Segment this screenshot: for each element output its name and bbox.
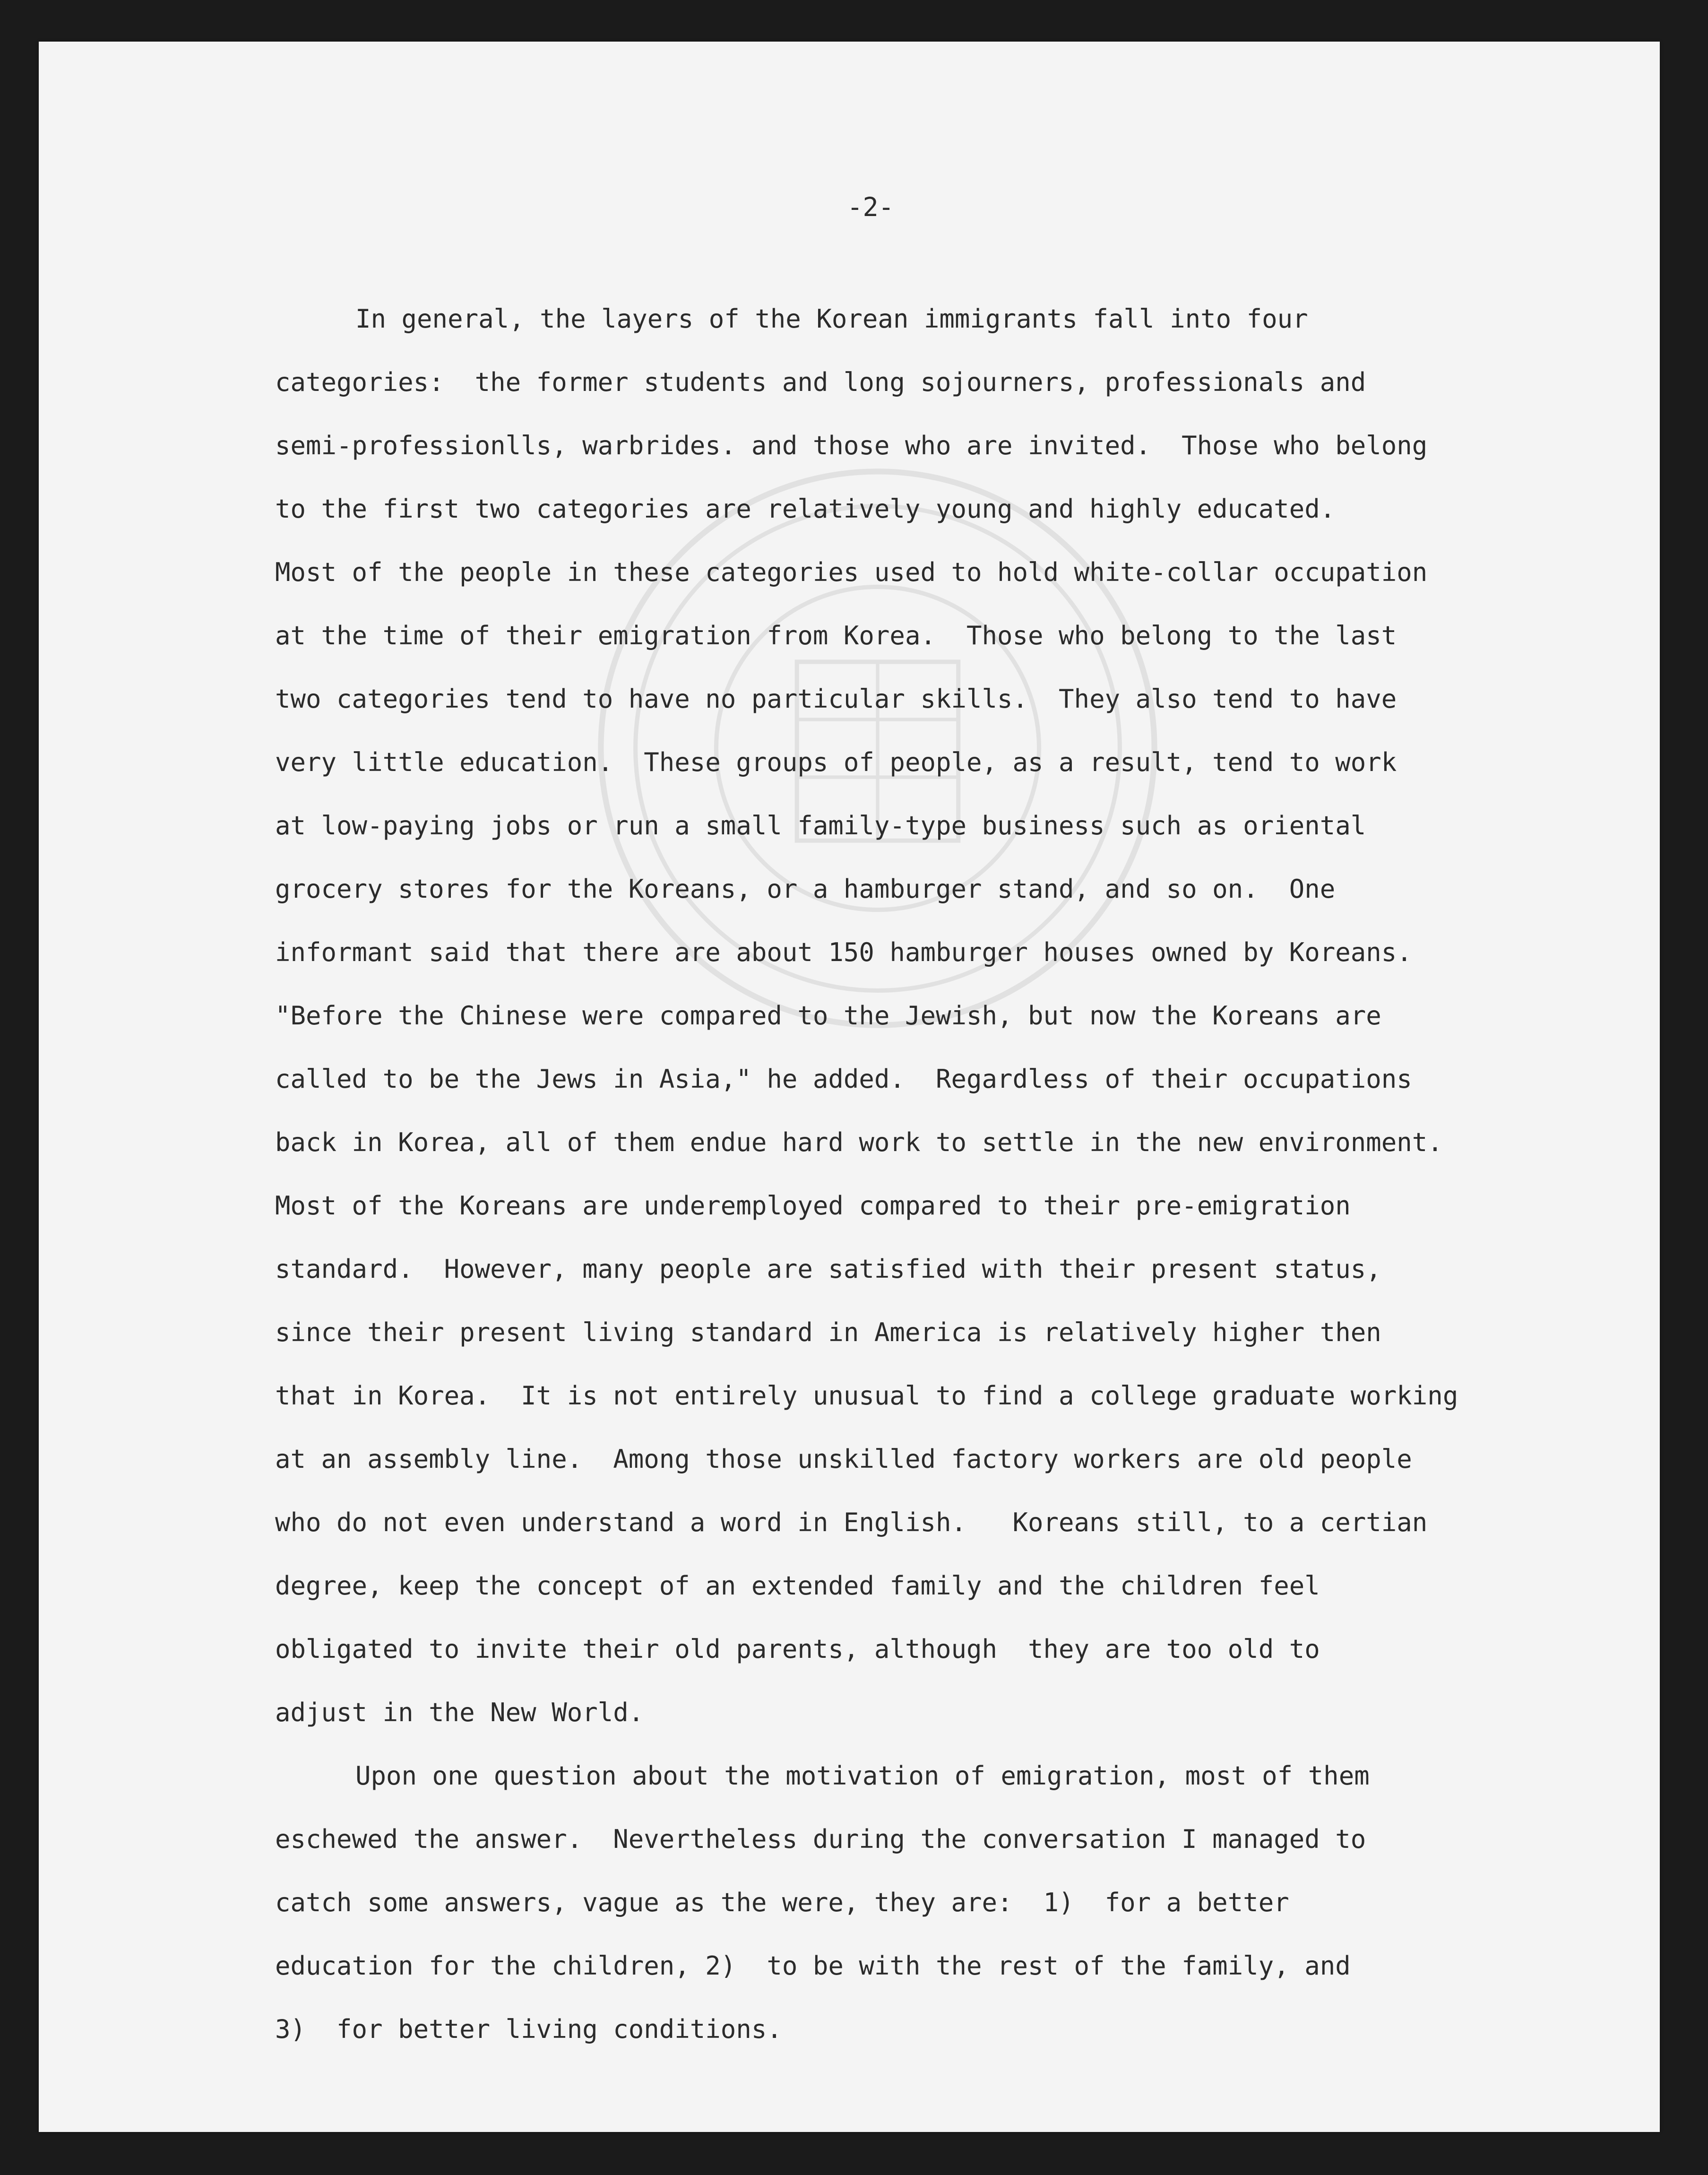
text-line: degree, keep the concept of an extended family and the children feel bbox=[275, 1571, 1320, 1601]
text-line: adjust in the New World. bbox=[275, 1698, 644, 1727]
body-text bbox=[275, 287, 1598, 2061]
text-line: 3) for better living conditions. bbox=[275, 2014, 782, 2044]
document-page bbox=[39, 42, 1660, 2132]
text-line: at an assembly line. Among those unskilled factory workers are old people bbox=[275, 1444, 1412, 1474]
text-line: "Before the Chinese were compared to the Jewish, but now the Koreans are bbox=[275, 1001, 1381, 1031]
text-line: who do not even understand a word in English. Koreans still, to a certian bbox=[275, 1508, 1428, 1537]
text-line: Upon one question about the motivation of emigration, most of them bbox=[355, 1761, 1370, 1791]
text-line: two categories tend to have no particular skills. They also tend to have bbox=[275, 684, 1397, 714]
text-line: standard. However, many people are satisfied with their present status, bbox=[275, 1254, 1381, 1284]
text-line: back in Korea, all of them endue hard work to settle in the new environment. bbox=[275, 1127, 1443, 1157]
text-line: In general, the layers of the Korean immigrants fall into four bbox=[355, 304, 1308, 334]
text-line: categories: the former students and long sojourners, professionals and bbox=[275, 367, 1366, 397]
text-line: catch some answers, vague as the were, they are: 1) for a better bbox=[275, 1888, 1289, 1917]
paragraph bbox=[275, 1744, 1598, 2061]
text-line: obligated to invite their old parents, although they are too old to bbox=[275, 1634, 1320, 1664]
text-line: Most of the people in these categories used to hold white-collar occupation bbox=[275, 557, 1428, 587]
text-line: at the time of their emigration from Korea. Those who belong to the last bbox=[275, 621, 1397, 650]
text-line: at low-paying jobs or run a small family-type business such as oriental bbox=[275, 811, 1366, 841]
text-line: eschewed the answer. Nevertheless during the conversation I managed to bbox=[275, 1824, 1366, 1854]
text-line: that in Korea. It is not entirely unusual to find a college graduate working bbox=[275, 1381, 1458, 1411]
text-line: to the first two categories are relatively young and highly educated. bbox=[275, 494, 1336, 524]
text-line: informant said that there are about 150 hamburger houses owned by Koreans. bbox=[275, 937, 1412, 967]
paragraph bbox=[275, 287, 1598, 1744]
page-number: -2- bbox=[847, 192, 894, 222]
text-line: very little education. These groups of people, as a result, tend to work bbox=[275, 747, 1397, 777]
text-line: education for the children, 2) to be with the rest of the family, and bbox=[275, 1951, 1351, 1981]
text-line: grocery stores for the Koreans, or a hamburger stand, and so on. One bbox=[275, 874, 1336, 904]
text-line: Most of the Koreans are underemployed compared to their pre-emigration bbox=[275, 1191, 1351, 1221]
text-line: since their present living standard in America is relatively higher then bbox=[275, 1317, 1381, 1347]
text-line: semi-professionlls, warbrides. and those who are invited. Those who belong bbox=[275, 431, 1428, 460]
text-line: called to be the Jews in Asia," he added. Regardless of their occupations bbox=[275, 1064, 1412, 1094]
